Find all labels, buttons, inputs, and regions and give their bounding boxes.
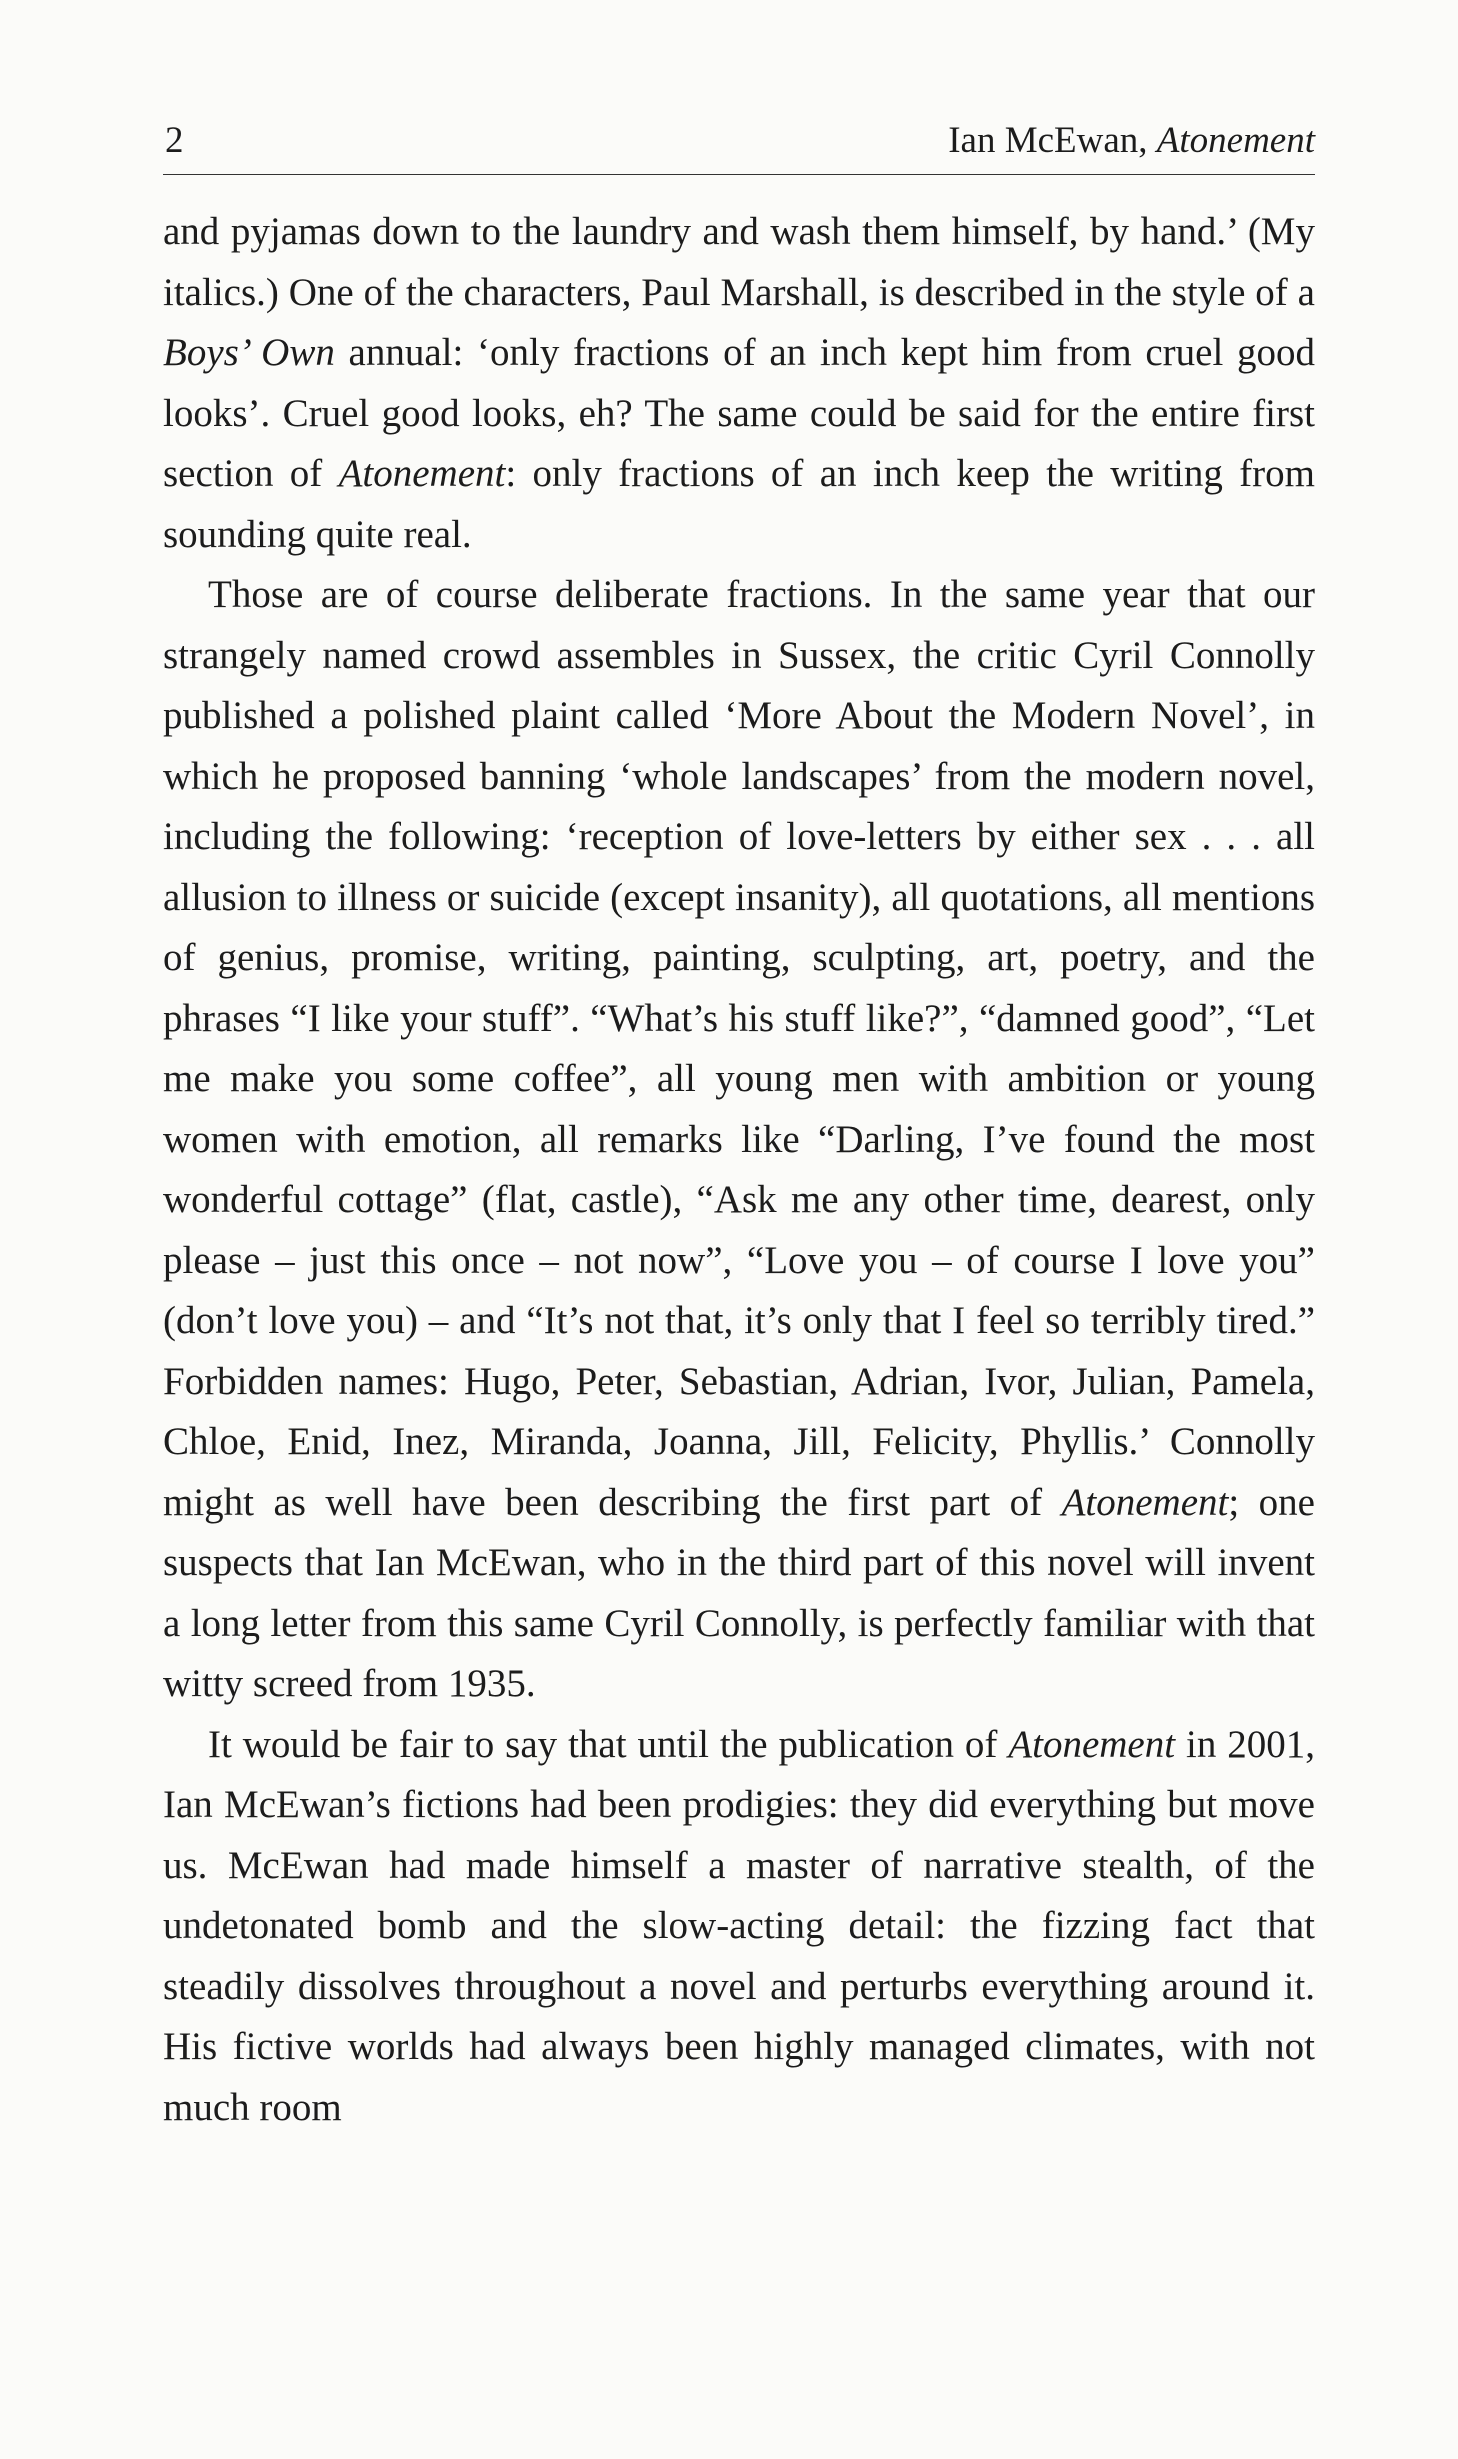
running-title-author: Ian McEwan, [948, 120, 1157, 161]
body-text [163, 202, 1315, 2138]
text-segment: Those are of course deliberate fractions. In the same year that our strangely named crowd assembles in Sussex, the critic Cyril Connolly published a polished plaint called ‘More About the Modern Novel’, in which he proposed banning ‘whole landscapes’ from the modern novel, including the following: ‘reception of love-letters by either sex . . . all allusion to illness or suicide (except insanity), all quotations, all mentions of genius, promise, writing, painting, sculpting, art, poetry, and the phrases “I like your stuff”. “What’s his stuff like?”, “damned good”, “Let me make you some coffee”, all young men with ambition or young women with emotion, all remarks like “Darling, I’ve found the most wonderful cottage” (flat, castle), “Ask me any other time, dearest, only please – just this once – not now”, “Love you – of course I love you” (don’t love you) – and “It’s not that, it’s only that I feel so terribly tired.” Forbidden names: Hugo, Peter, Sebastian, Adrian, Ivor, Julian, Pamela, Chloe, Enid, Inez, Miranda, Joanna, Jill, Felicity, Phyllis.’ Connolly might as well have been describing the first part of [163, 573, 1315, 1524]
italic-title-atonement: Atonement [1008, 1722, 1176, 1766]
paragraph-2 [163, 565, 1315, 1715]
paragraph-1 [163, 202, 1315, 565]
italic-title-atonement: Atonement [1061, 1480, 1229, 1524]
text-segment: annual: ‘only fractions of an inch kept him from cruel good looks’. Cruel good looks, eh? The same could be said for the entire first section of [163, 331, 1315, 495]
italic-title-atonement: Atonement [338, 452, 506, 495]
text-segment: in 2001, Ian McEwan’s fictions had been prodigies: they did everything but move us. McEwan had made himself a master of narrative stealth, of the undetonated bomb and the slow-acting detail: the fizzing fact that steadily dissolves throughout a novel and perturbs everything around it. His fictive worlds had always been highly managed climates, with not much room [163, 1722, 1315, 2129]
italic-title-boys-own: Boys’ Own [163, 331, 335, 374]
paragraph-3 [163, 1715, 1315, 2139]
page-number: 2 [165, 120, 184, 161]
running-head [165, 112, 1315, 170]
running-title [948, 112, 1315, 170]
running-title-book: Atonement [1156, 120, 1315, 161]
text-segment: It would be fair to say that until the publication of [208, 1722, 1009, 1766]
text-segment: : only fractions of an inch keep the writing from sounding quite real. [163, 452, 1315, 556]
header-rule [163, 174, 1315, 175]
text-segment: ; one suspects that Ian McEwan, who in the third part of this novel will invent a long letter from this same Cyril Connolly, is perfectly familiar with that witty screed from 1935. [163, 1480, 1315, 1705]
text-segment: and pyjamas down to the laundry and wash them himself, by hand.’ (My italics.) One of the characters, Paul Marshall, is described in the style of a [163, 210, 1315, 314]
